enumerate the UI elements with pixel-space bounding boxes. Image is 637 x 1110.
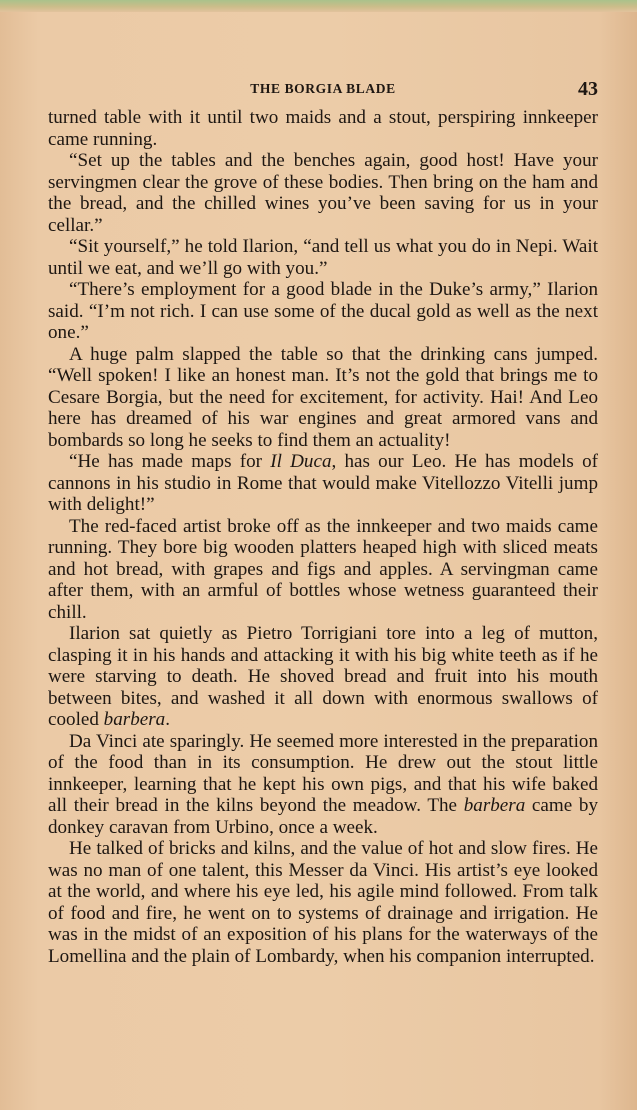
- paragraph-3: “Sit yourself,” he told Ilarion, “and tell us what you do in Nepi. Wait until we eat, and we’ll go with you.”: [48, 236, 598, 279]
- paragraph-6: [48, 451, 598, 516]
- paragraph-9: [48, 731, 598, 839]
- paragraph-8: [48, 623, 598, 731]
- paragraph-8-part-a: Ilarion sat quietly as Pietro Torrigiani tore into a leg of mutton, clasping it in his hands and attacking it with his big white teeth as if he were starving to death. He shoved bread and fruit into his mouth between bites, and washed it all down with enormous swallows of cooled: [48, 623, 598, 730]
- paragraph-6-part-b: , has our Leo. He has models of cannons in his studio in Rome that would make Vitellozzo Vitelli jump with delight!”: [48, 451, 598, 515]
- paragraph-4: “There’s employment for a good blade in the Duke’s army,” Ilarion said. “I’m not rich. I can use some of the ducal gold as well as the next one.”: [48, 279, 598, 343]
- italic-barbera: barbera: [103, 709, 166, 730]
- paragraph-2: “Set up the tables and the benches again, good host! Have your servingmen clear the grove of these bodies. Then bring on the ham and the bread, and the chilled wines you’ve been saving for us in your cellar.”: [48, 150, 598, 236]
- body-text: [48, 107, 598, 967]
- paragraph-9-part-a: Da Vinci ate sparingly. He seemed more interested in the preparation of the food than in its consumption. He drew out the stout little innkeeper, learning that he kept his own pigs, and that his wife baked all their bread in the kilns beyond the meadow. The: [48, 730, 598, 816]
- page-number: 43: [578, 78, 598, 100]
- paragraph-5: A huge palm slapped the table so that the drinking cans jumped. “Well spoken! I like an honest man. It’s not the gold that brings me to Cesare Borgia, but the need for excitement, for activity. Hai! And Leo here has dreamed of his war engines and great armored vans and bombards so long he seeks to find them an actuality!: [48, 343, 598, 451]
- italic-il-duca: Il Duca: [270, 451, 332, 472]
- italic-barbera: barbera: [463, 795, 526, 816]
- paragraph-6-part-a: “He has made maps for: [69, 451, 271, 472]
- page-top-edge: [0, 0, 637, 12]
- paragraph-9-part-b: came by donkey caravan from Urbino, once a week.: [48, 795, 598, 838]
- paragraph-10: He talked of bricks and kilns, and the value of hot and slow fires. He was no man of one talent, this Messer da Vinci. His artist’s eye looked at the world, and where his eye led, his agile mind followed. From talk of food and fire, he went on to systems of drainage and irrigation. He was in the midst of an exposition of his plans for the waterways of the Lomellina and the plain of Lombardy, when his companion interrupted.: [48, 838, 598, 967]
- paragraph-7: The red-faced artist broke off as the innkeeper and two maids came running. They bore big wooden platters heaped high with sliced meats and hot bread, with grapes and figs and apples. A servingman came after them, with an armful of bottles whose wetness guaranteed their chill.: [48, 515, 598, 623]
- paragraph-1: turned table with it until two maids and a stout, perspiring innkeeper came running.: [48, 107, 598, 150]
- running-title: THE BORGIA BLADE: [250, 81, 396, 96]
- paragraph-8-part-b: .: [165, 709, 170, 730]
- page-header: [48, 78, 598, 102]
